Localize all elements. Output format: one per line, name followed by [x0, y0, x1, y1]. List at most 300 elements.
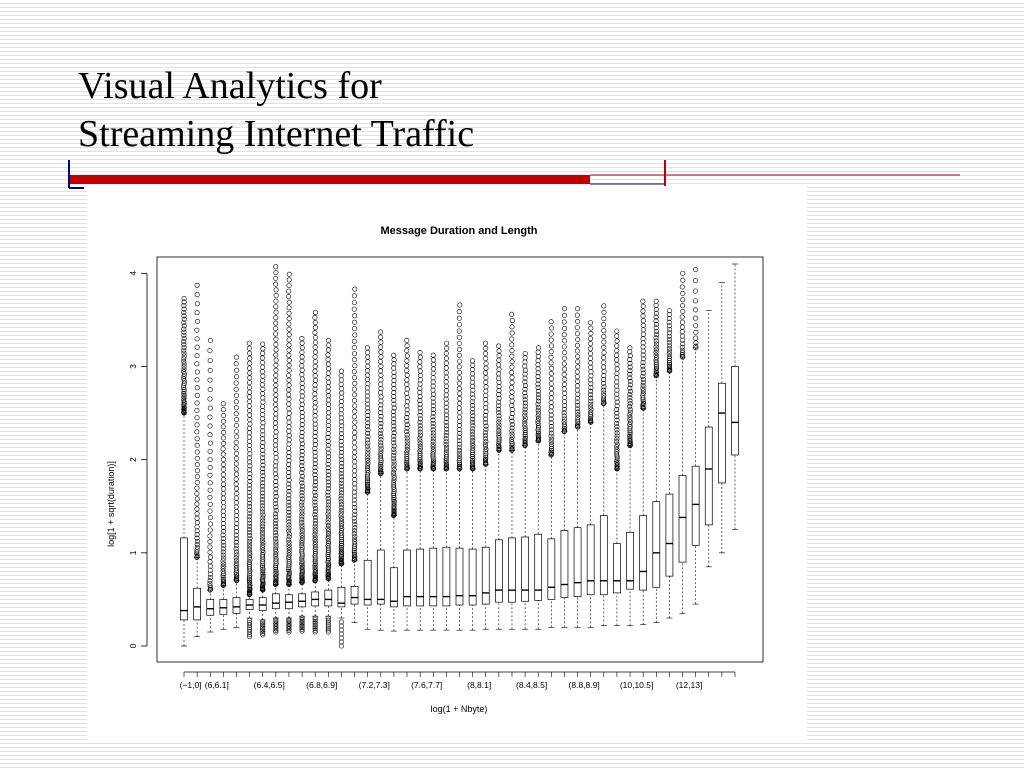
outlier-point: [365, 377, 369, 381]
x-tick-label: (7.2,7.3]: [358, 680, 390, 690]
outlier-point: [431, 362, 435, 366]
outlier-point: [195, 423, 199, 427]
outlier-point: [274, 383, 278, 387]
outlier-point: [457, 335, 461, 339]
outlier-point: [339, 378, 343, 382]
box-body: [325, 590, 332, 606]
outlier-point: [392, 378, 396, 382]
outlier-point: [589, 374, 593, 378]
outlier-point: [326, 343, 330, 347]
outlier-point: [588, 342, 592, 346]
outlier-point: [300, 341, 304, 345]
outlier-point: [221, 500, 225, 504]
outlier-point: [313, 360, 317, 364]
outlier-point: [601, 360, 605, 364]
outlier-point: [510, 331, 514, 335]
outlier-point: [274, 358, 278, 362]
outlier-point: [614, 353, 618, 357]
outlier-point: [680, 330, 684, 334]
outlier-point: [418, 373, 422, 377]
outlier-point: [339, 373, 343, 377]
outlier-point: [273, 388, 277, 392]
outlier-point: [208, 368, 212, 372]
outlier-point: [195, 491, 199, 495]
outlier-point: [234, 482, 238, 486]
outlier-point: [379, 378, 383, 382]
outlier-point: [274, 363, 278, 367]
outlier-point: [418, 355, 422, 359]
box-body: [600, 516, 607, 595]
x-tick-label: (12,13]: [675, 680, 703, 690]
outlier-point: [260, 383, 264, 387]
outlier-point: [615, 362, 619, 366]
box-body: [181, 538, 188, 620]
outlier-point: [641, 314, 645, 318]
outlier-point: [287, 368, 291, 372]
outlier-point: [510, 390, 514, 394]
outlier-point: [313, 345, 317, 349]
outlier-point: [234, 429, 238, 433]
outlier-point: [300, 406, 304, 410]
outlier-point: [352, 393, 356, 397]
outlier-point: [248, 422, 252, 426]
outlier-point: [575, 307, 579, 311]
outlier-point: [247, 456, 251, 460]
outlier-point: [352, 358, 356, 362]
outlier-point: [221, 509, 225, 513]
outlier-point: [287, 383, 291, 387]
outlier-point: [234, 368, 238, 372]
outlier-point: [549, 405, 553, 409]
box-body: [718, 383, 725, 483]
outlier-point: [326, 423, 330, 427]
outlier-point: [457, 370, 461, 374]
outlier-point: [680, 304, 684, 308]
outlier-point: [457, 323, 461, 327]
outlier-point: [602, 310, 606, 314]
outlier-point: [195, 362, 199, 366]
outlier-point: [353, 469, 357, 473]
outlier-point: [326, 380, 330, 384]
outlier-point: [352, 398, 356, 402]
outlier-point: [247, 413, 251, 417]
outlier-point: [694, 330, 698, 334]
outlier-point: [641, 345, 645, 349]
outlier-point: [549, 371, 553, 375]
box-body: [548, 539, 555, 600]
outlier-point: [235, 417, 239, 421]
outlier-point: [273, 425, 277, 429]
outlier-point: [313, 330, 317, 334]
outlier-point: [247, 385, 251, 389]
outlier-point: [247, 443, 251, 447]
outlier-point: [392, 357, 396, 361]
outlier-point: [326, 367, 330, 371]
outlier-point: [326, 371, 330, 375]
outlier-point: [195, 319, 199, 323]
outlier-point: [681, 298, 685, 302]
outlier-point: [300, 355, 304, 359]
outlier-point: [484, 389, 488, 393]
outlier-point: [300, 402, 304, 406]
outlier-point: [247, 447, 251, 451]
outlier-point: [588, 356, 592, 360]
box-body: [482, 547, 489, 604]
outlier-point: [681, 309, 685, 313]
outlier-point: [418, 382, 422, 386]
outlier-point: [195, 450, 199, 454]
outlier-point: [641, 336, 645, 340]
outlier-point: [195, 443, 199, 447]
box-body: [272, 594, 279, 609]
outlier-point: [562, 326, 566, 330]
y-tick-label: 2: [128, 457, 138, 463]
outlier-point: [208, 560, 212, 564]
outlier-point: [273, 443, 277, 447]
outlier-point: [496, 344, 500, 348]
outlier-point: [484, 361, 488, 365]
outlier-point: [444, 356, 448, 360]
outlier-point: [221, 413, 225, 417]
outlier-point: [484, 385, 488, 389]
outlier-point: [510, 354, 514, 358]
outlier-point: [313, 387, 317, 391]
outlier-point: [405, 395, 409, 399]
outlier-point: [392, 362, 396, 366]
outlier-point: [287, 450, 291, 454]
outlier-point: [641, 323, 645, 327]
outlier-point: [352, 314, 356, 318]
outlier-point: [497, 358, 501, 362]
outlier-point: [457, 401, 461, 405]
outlier-point: [287, 411, 291, 415]
outlier-point: [615, 329, 619, 333]
outlier-point: [641, 309, 645, 313]
outlier-point: [208, 515, 212, 519]
outlier-point: [431, 376, 435, 380]
x-tick-label: (8,8.1]: [467, 680, 492, 690]
outlier-point: [693, 323, 697, 327]
outlier-point: [274, 342, 278, 346]
outlier-point: [378, 382, 382, 386]
outlier-point: [234, 477, 238, 481]
box-body: [508, 538, 515, 602]
outlier-point: [234, 435, 238, 439]
outlier-point: [352, 294, 356, 298]
outlier-point: [457, 415, 461, 419]
outlier-point: [195, 283, 199, 287]
outlier-point: [575, 332, 579, 336]
outlier-point: [444, 375, 448, 379]
outlier-point: [326, 427, 330, 431]
box-body: [456, 548, 463, 605]
outlier-point: [300, 410, 304, 414]
outlier-point: [339, 412, 343, 416]
outlier-point: [313, 355, 317, 359]
outlier-point: [444, 351, 448, 355]
outlier-point: [352, 482, 356, 486]
outlier-point: [274, 456, 278, 460]
outlier-point: [575, 354, 579, 358]
outlier-point: [234, 375, 238, 379]
outlier-point: [353, 287, 357, 291]
outlier-point: [352, 300, 356, 304]
outlier-point: [274, 288, 278, 292]
x-tick-label: (8.4,8.5]: [516, 680, 548, 690]
outlier-point: [273, 421, 277, 425]
outlier-point: [352, 375, 356, 379]
outlier-point: [261, 374, 265, 378]
outlier-point: [208, 406, 212, 410]
outlier-point: [313, 310, 317, 314]
outlier-point: [509, 312, 513, 316]
outlier-point: [274, 430, 278, 434]
outlier-point: [536, 358, 540, 362]
outlier-point: [247, 390, 251, 394]
outlier-point: [287, 407, 291, 411]
outlier-point: [287, 353, 291, 357]
outlier-point: [195, 401, 199, 405]
outlier-point: [247, 426, 251, 430]
outlier-point: [287, 358, 291, 362]
outlier-point: [195, 437, 199, 441]
outlier-point: [234, 451, 238, 455]
outlier-point: [457, 396, 461, 400]
box-body: [666, 494, 673, 576]
outlier-point: [247, 361, 251, 365]
outlier-point: [261, 396, 265, 400]
outlier-point: [260, 378, 264, 382]
outlier-point: [326, 393, 330, 397]
outlier-point: [208, 465, 212, 469]
outlier-point: [352, 320, 356, 324]
outlier-point: [260, 408, 264, 412]
outlier-point: [247, 351, 251, 355]
outlier-point: [287, 438, 291, 442]
outlier-point: [575, 325, 579, 329]
outlier-point: [575, 360, 579, 364]
outlier-point: [313, 340, 317, 344]
outlier-point: [352, 425, 356, 429]
x-tick-label: (10,10.5]: [619, 680, 654, 690]
outlier-point: [575, 375, 579, 379]
outlier-point: [510, 348, 514, 352]
outlier-point: [365, 373, 369, 377]
outlier-point: [457, 365, 461, 369]
outlier-point: [234, 500, 238, 504]
outlier-point: [260, 369, 264, 373]
outlier-point: [641, 299, 645, 303]
box-body: [679, 475, 686, 562]
outlier-point: [366, 364, 370, 368]
outlier-point: [208, 545, 212, 549]
outlier-point: [274, 310, 278, 314]
outlier-point: [457, 341, 461, 345]
outlier-point: [234, 456, 238, 460]
outlier-point: [300, 359, 304, 363]
outlier-point: [234, 513, 238, 517]
outlier-point: [247, 371, 251, 375]
outlier-point: [470, 376, 474, 380]
outlier-point: [287, 278, 291, 282]
outlier-point: [575, 349, 579, 353]
outlier-point: [693, 336, 697, 340]
outlier-point: [339, 408, 343, 412]
outlier-point: [615, 380, 619, 384]
outlier-point: [287, 283, 291, 287]
outlier-point: [431, 371, 435, 375]
outlier-point: [471, 363, 475, 367]
outlier-point: [195, 302, 199, 306]
outlier-point: [641, 328, 645, 332]
outlier-point: [221, 496, 225, 500]
outlier-point: [378, 345, 382, 349]
outlier-point: [562, 362, 566, 366]
outlier-point: [615, 348, 619, 352]
outlier-point: [300, 368, 304, 372]
outlier-point: [353, 333, 357, 337]
outlier-point: [602, 340, 606, 344]
outlier-point: [313, 418, 317, 422]
outlier-point: [601, 323, 605, 327]
outlier-point: [353, 364, 357, 368]
outlier-point: [457, 353, 461, 357]
outlier-point: [379, 350, 383, 354]
outlier-point: [313, 383, 317, 387]
outlier-point: [444, 397, 448, 401]
outlier-point: [680, 320, 684, 324]
box-body: [495, 540, 502, 602]
outlier-point: [195, 475, 199, 479]
outlier-point: [431, 353, 435, 357]
outlier-point: [195, 408, 199, 412]
outlier-point: [589, 331, 593, 335]
outlier-point: [562, 367, 566, 371]
outlier-point: [418, 364, 422, 368]
slide-title-line-2: Streaming Internet Traffic: [78, 113, 475, 155]
outlier-point: [523, 364, 527, 368]
outlier-point: [614, 384, 618, 388]
outlier-point: [273, 447, 277, 451]
outlier-point: [365, 368, 369, 372]
outlier-point: [352, 370, 356, 374]
outlier-point: [274, 451, 278, 455]
outlier-point: [326, 402, 330, 406]
outlier-point: [221, 407, 225, 411]
outlier-point: [339, 395, 343, 399]
outlier-point: [273, 276, 277, 280]
outlier-point: [549, 326, 553, 330]
x-axis-label: log(1 + Nbyte): [430, 704, 488, 714]
outlier-point: [418, 360, 422, 364]
outlier-point: [208, 348, 212, 352]
outlier-point: [300, 377, 304, 381]
outlier-point: [287, 363, 291, 367]
outlier-point: [405, 338, 409, 342]
outlier-point: [274, 348, 278, 352]
outlier-point: [286, 392, 290, 396]
outlier-point: [287, 454, 291, 458]
outlier-point: [575, 343, 579, 347]
outlier-point: [588, 351, 592, 355]
outlier-point: [562, 307, 566, 311]
outlier-point: [365, 350, 369, 354]
outlier-point: [300, 394, 304, 398]
outlier-point: [313, 426, 317, 430]
outlier-point: [510, 318, 514, 322]
outlier-point: [654, 299, 658, 303]
outlier-point: [405, 364, 409, 368]
outlier-point: [287, 289, 291, 293]
outlier-point: [352, 464, 356, 468]
outlier-point: [693, 308, 697, 312]
outlier-point: [523, 351, 527, 355]
outlier-point: [313, 414, 317, 418]
outlier-point: [313, 409, 317, 413]
outlier-point: [274, 434, 278, 438]
outlier-point: [326, 419, 330, 423]
outlier-point: [470, 372, 474, 376]
outlier-point: [353, 450, 357, 454]
outlier-point: [326, 415, 330, 419]
outlier-point: [352, 326, 356, 330]
outlier-point: [195, 378, 199, 382]
outlier-point: [641, 341, 645, 345]
box-body: [220, 599, 227, 614]
outlier-point: [273, 282, 277, 286]
outlier-point: [247, 439, 251, 443]
outlier-point: [313, 374, 317, 378]
outlier-point: [457, 316, 461, 320]
outlier-point: [353, 420, 357, 424]
outlier-point: [287, 388, 291, 392]
y-axis-label: log[1 + sqrt(duration)]: [106, 461, 116, 547]
outlier-point: [234, 509, 238, 513]
outlier-point: [457, 406, 461, 410]
outlier-point: [274, 407, 278, 411]
outlier-point: [221, 462, 225, 466]
outlier-point: [208, 550, 212, 554]
outlier-point: [221, 402, 225, 406]
outlier-point: [300, 381, 304, 385]
box-body: [522, 537, 529, 601]
outlier-point: [365, 390, 369, 394]
box-body: [207, 599, 214, 615]
title-decoration: [0, 0, 1024, 200]
outlier-point: [273, 402, 277, 406]
outlier-point: [248, 417, 252, 421]
x-tick-label: (6,6.1]: [204, 680, 229, 690]
outlier-point: [405, 343, 409, 347]
outlier-point: [470, 367, 474, 371]
outlier-point: [195, 386, 199, 390]
outlier-point: [195, 469, 199, 473]
outlier-point: [208, 432, 212, 436]
outlier-point: [588, 347, 592, 351]
outlier-point: [483, 351, 487, 355]
outlier-point: [195, 520, 199, 524]
outlier-point: [208, 397, 212, 401]
outlier-point: [195, 512, 199, 516]
outlier-point: [326, 398, 330, 402]
outlier-point: [221, 430, 225, 434]
outlier-point: [457, 386, 461, 390]
outlier-point: [221, 447, 225, 451]
outlier-point: [247, 356, 251, 360]
outlier-point: [274, 373, 278, 377]
outlier-point: [431, 388, 435, 392]
outlier-point: [274, 321, 278, 325]
